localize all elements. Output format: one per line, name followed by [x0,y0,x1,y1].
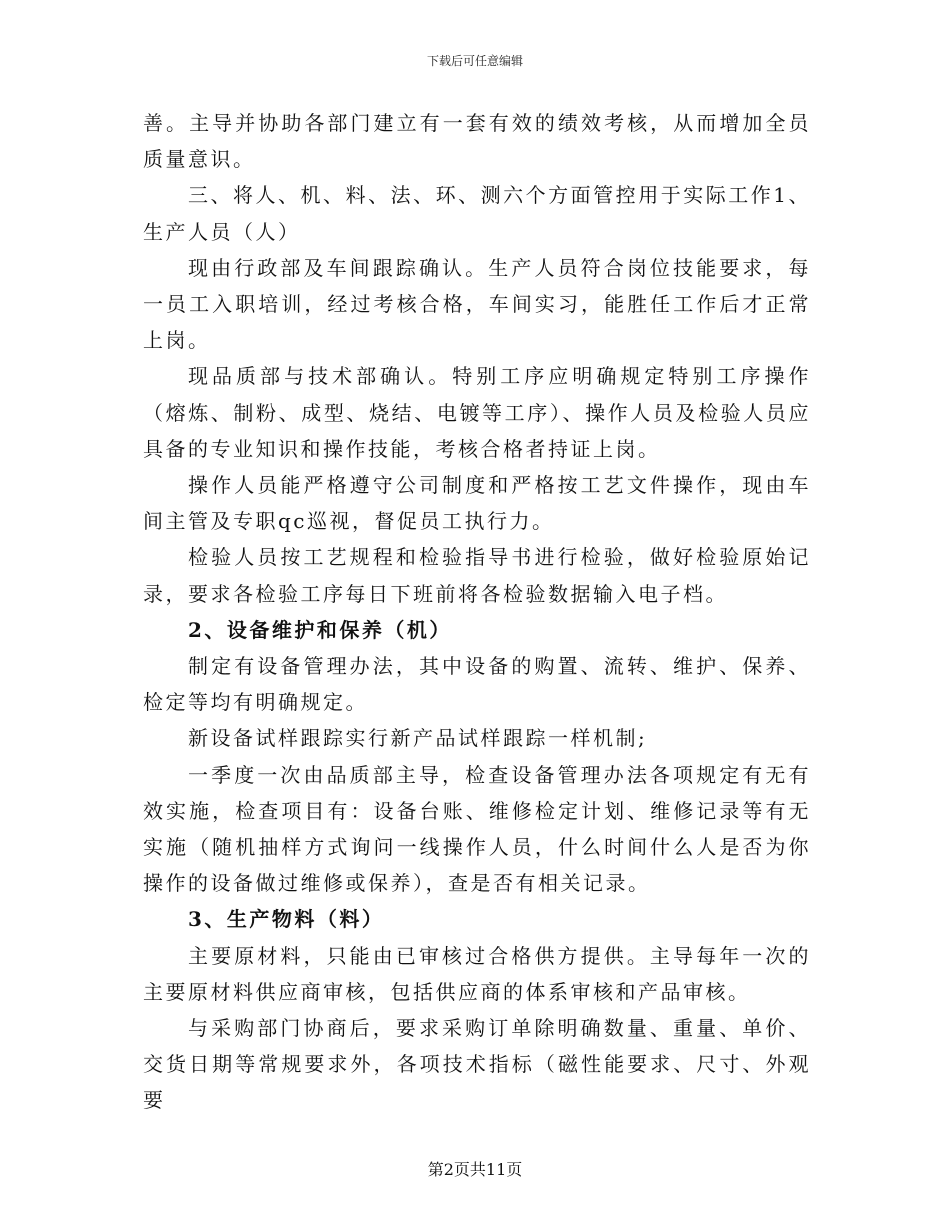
paragraph: 现品质部与技术部确认。特别工序应明确规定特别工序操作（熔炼、制粉、成型、烧结、电镀等工序）、操作人员及检验人员应具备的专业知识和操作技能，考核合格者持证上岗。 [143,364,811,461]
section-heading-equipment: 2、设备维护和保养（机） [188,617,452,642]
paragraph: 现由行政部及车间跟踪确认。生产人员符合岗位技能要求，每一员工入职培训，经过考核合格，车间实习，能胜任工作后才正常上岗。 [143,255,811,353]
paragraph: 检验人员按工艺规程和检验指导书进行检验，做好检验原始记录，要求各检验工序每日下班前将各检验数据输入电子档。 [143,545,811,606]
paragraph: 操作人员能严格遵守公司制度和严格按工艺文件操作，现由车间主管及专职qc巡视，督促员工执行力。 [143,473,811,534]
page-header: 下载后可任意编辑 [426,54,523,68]
paragraph-section-three: 三、将人、机、料、法、环、测六个方面管控用于实际工作1、生产人员（人） [143,183,811,244]
paragraph: 一季度一次由品质部主导，检查设备管理办法各项规定有无有效实施，检查项目有：设备台账、维修检定计划、维修记录等有无实施（随机抽样方式询问一线操作人员，什么时间什么人是否为你操作的设备做过维修或保养），查是否有相关记录。 [143,762,811,896]
document-body [143,105,811,1119]
paragraph: 主要原材料，只能由已审核过合格供方提供。主导每年一次的主要原材料供应商审核，包括供应商的体系审核和产品审核。 [143,943,811,1004]
paragraph: 与采购部门协商后，要求采购订单除明确数量、重量、单价、交货日期等常规要求外，各项技术指标（磁性能要求、尺寸、外观要 [143,1016,811,1113]
page-footer: 第2页共11页 [427,1160,523,1179]
section-heading-materials: 3、生产物料（料） [188,907,385,932]
paragraph: 制定有设备管理办法，其中设备的购置、流转、维护、保养、检定等均有明确规定。 [143,654,811,715]
paragraph-continuation: 善。主导并协助各部门建立有一套有效的绩效考核，从而增加全员质量意识。 [143,111,811,172]
paragraph: 新设备试样跟踪实行新产品试样跟踪一样机制; [188,726,648,751]
